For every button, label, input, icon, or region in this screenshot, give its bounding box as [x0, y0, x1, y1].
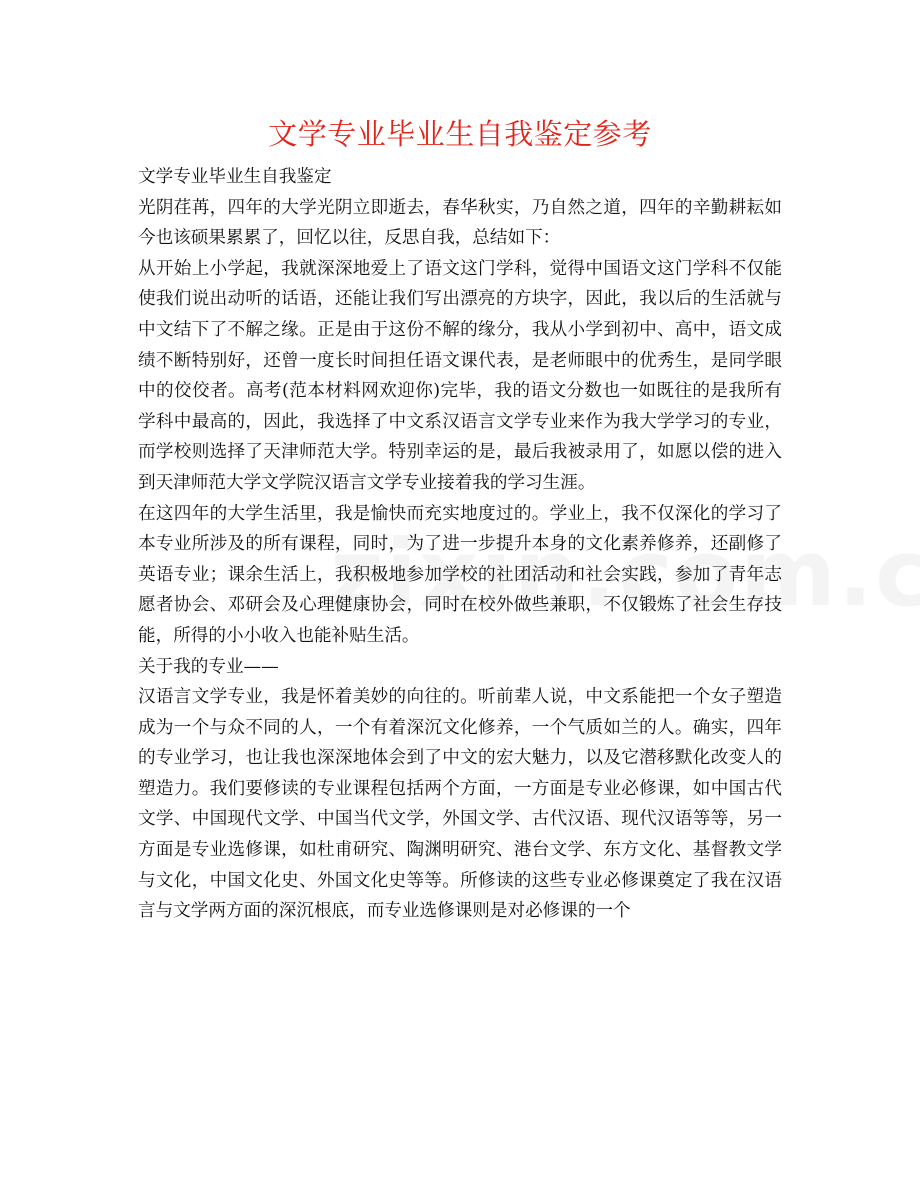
document-body: [138, 162, 782, 927]
paragraph: 光阴荏苒，四年的大学光阴立即逝去，春华秋实，乃自然之道，四年的辛勤耕耘如今也该硕果累累了，回忆以往，反思自我，总结如下：: [138, 197, 782, 249]
paragraph: 在这四年的大学生活里，我是愉快而充实地度过的。学业上，我不仅深化的学习了本专业所涉及的所有课程，同时，为了进一步提升本身的文化素养修养，还副修了英语专业；课余生活上，我积极地参加学校的社团活动和社会实践，参加了青年志愿者协会、邓研会及心理健康协会，同时在校外做些兼职，不仅锻炼了社会生存技能，所得的小小收入也能补贴生活。: [138, 503, 782, 646]
paragraph: 从开始上小学起，我就深深地爱上了语文这门学科，觉得中国语文这门学科不仅能使我们说出动听的话语，还能让我们写出漂亮的方块字，因此，我以后的生活就与中文结下了不解之缘。正是由于这份不解的缘分，我从小学到初中、高中，语文成绩不断特别好，还曾一度长时间担任语文课代表，是老师眼中的优秀生，是同学眼中的佼佼者。高考(范本材料网欢迎你)完毕，我的语文分数也一如既往的是我所有学科中最高的，因此，我选择了中文系汉语言文学专业来作为我大学学习的专业，而学校则选择了天津师范大学。特别幸运的是，最后我被录用了，如愿以偿的进入到天津师范大学文学院汉语言文学专业接着我的学习生涯。: [138, 258, 782, 493]
paragraph-subtitle: 文学专业毕业生自我鉴定: [138, 167, 332, 187]
document-title: 文学专业毕业生自我鉴定参考: [268, 117, 652, 151]
paragraph-heading: 关于我的专业——: [138, 656, 279, 677]
paragraph: 汉语言文学专业，我是怀着美妙的向往的。听前辈人说，中文系能把一个女子塑造成为一个与众不同的人，一个有着深沉文化修养，一个气质如兰的人。确实，四年的专业学习，也让我也深深地体会到了中文的宏大魅力，以及它潜移默化改变人的塑造力。我们要修读的专业课程包括两个方面，一方面是专业必修课，如中国古代文学、中国现代文学、中国当代文学，外国文学、古代汉语、现代汉语等等，另一方面是专业选修课，如杜甫研究、陶渊明研究、港台文学、东方文化、基督教文学与文化，中国文化史、外国文化史等等。所修读的这些专业必修课奠定了我在汉语言与文学两方面的深沉根底，而专业选修课则是对必修课的一个: [138, 687, 782, 922]
